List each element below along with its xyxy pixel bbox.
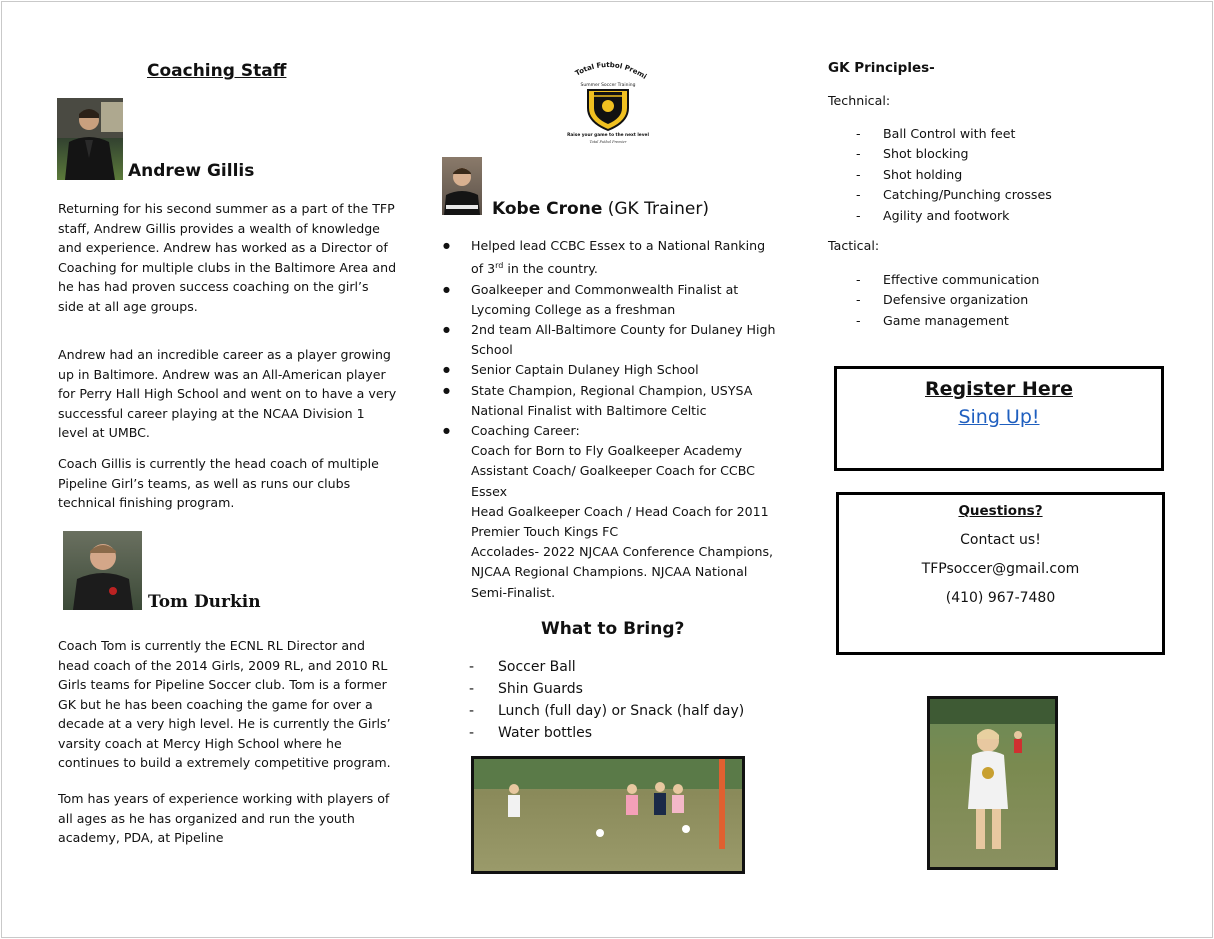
questions-title: Questions? <box>958 503 1043 519</box>
tom-bio-paragraph-2: Tom has years of experience working with players of all ages as he has organized and run the youth academy, PDA, at Pipeline <box>58 791 390 845</box>
logo-tagline: Raise your game to the next level <box>567 133 649 138</box>
list-item: - Shot blocking <box>828 144 1128 164</box>
list-item: ● Goalkeeper and Commonwealth Finalist at Lycoming College as a freshman <box>443 280 778 320</box>
person-silhouette-icon <box>442 157 482 215</box>
tfp-logo <box>560 58 656 144</box>
register-title: Register Here <box>925 378 1073 400</box>
andrew-bio-paragraph-2: Andrew had an incredible career as a player growing up in Baltimore. Andrew was an All-American player for Perry Hall High School and went on to have a very successful career playing at the NCAA Division 1 level at UMBC. <box>58 347 397 440</box>
player-girl-icon <box>930 699 1055 867</box>
career-line: Coach for Born to Fly Goalkeeper Academy <box>471 443 743 459</box>
players-scene-icon <box>474 759 742 871</box>
technical-list <box>828 124 1128 226</box>
logo-arc-text: Total Futbol Premi <box>574 60 649 81</box>
contact-email[interactable]: TFPsoccer@gmail.com <box>921 561 1080 577</box>
andrew-bio-paragraph-3: Coach Gillis is currently the head coach of multiple Pipeline Girl’s teams, as well as runs our clubs technical finishing program. <box>58 456 379 510</box>
tfp-shield-logo-icon <box>560 58 656 140</box>
person-silhouette-icon <box>57 98 123 180</box>
logo-sub-text: Summer Soccer Training <box>580 83 636 88</box>
list-item: - Water bottles <box>469 722 769 744</box>
what-to-bring-list <box>469 656 769 744</box>
list-item: ● Coaching Career: Coach for Born to Fly Goalkeeper Academy Assistant Coach/ Goalkeeper Coach for CCBC Essex Head Goalkeeper Coach / Head Coach for 2011 Premier Touch Kings FC Accolades- 2022 NJCAA Conference Champions, NJCAA Regional Champions. NJCAA National Semi-Finalist. <box>443 421 778 603</box>
tom-bio-paragraph-1: Coach Tom is currently the ECNL RL Director and head coach of the 2014 Girls, 2009 RL, and 2010 RL Girls teams for Pipeline Soccer club. Tom is a former GK but he has been coaching the game for over a decade at a very high level. He is currently the Girls’ varsity coach at Mercy High School where he continues to build a extremely competitive program. <box>58 638 391 770</box>
person-silhouette-icon <box>63 531 142 610</box>
logo-signature: Total Futbol Premier <box>589 140 627 144</box>
list-item: - Effective communication <box>828 270 1128 290</box>
list-item: - Shin Guards <box>469 678 769 700</box>
kobe-achievements-list <box>443 236 778 603</box>
list-item: - Soccer Ball <box>469 656 769 678</box>
tactical-label: Tactical: <box>828 238 880 253</box>
svg-text:Total Futbol Premier <box>560 58 648 81</box>
list-item: - Game management <box>828 311 1128 331</box>
register-box <box>834 366 1164 471</box>
technical-label: Technical: <box>828 93 891 108</box>
list-item: ● State Champion, Regional Champion, USYSA National Finalist with Baltimore Celtic <box>443 381 778 421</box>
gk-principles-heading: GK Principles- <box>828 60 935 76</box>
list-item: ● Helped lead CCBC Essex to a National Ranking of 3rd in the country. <box>443 236 778 280</box>
kobe-crone-role: (GK Trainer) <box>607 199 709 219</box>
career-line: Head Goalkeeper Coach / Head Coach for 2011 Premier Touch Kings FC <box>471 503 769 540</box>
coaching-staff-heading: Coaching Staff <box>147 61 287 81</box>
contact-phone[interactable]: (410) 967-7480 <box>945 590 1056 606</box>
list-item: - Lunch (full day) or Snack (half day) <box>469 700 769 722</box>
contact-us-text: Contact us! <box>960 532 1041 548</box>
list-item: - Defensive organization <box>828 290 1128 310</box>
tom-durkin-name: Tom Durkin <box>148 592 261 612</box>
list-item: - Agility and footwork <box>828 206 1128 226</box>
training-photo-group <box>471 756 745 874</box>
sign-up-link[interactable]: Sing Up! <box>958 406 1040 428</box>
tom-durkin-photo <box>63 531 142 610</box>
list-item: ● Senior Captain Dulaney High School <box>443 360 778 380</box>
tactical-list <box>828 270 1128 331</box>
questions-box <box>836 492 1165 655</box>
andrew-gillis-name: Andrew Gillis <box>128 161 255 181</box>
what-to-bring-heading: What to Bring? <box>541 619 685 639</box>
kobe-crone-photo <box>442 157 482 215</box>
andrew-bio-paragraph-1: Returning for his second summer as a part of the TFP staff, Andrew Gillis provides a wealth of knowledge and experience. Andrew has worked as a Director of Coaching for multiple clubs in the Baltimore Area and he has had proven success coaching on the girl’s side at all age groups. <box>58 201 397 314</box>
player-photo <box>927 696 1058 870</box>
career-line: Accolades- 2022 NJCAA Conference Champions, NJCAA Regional Champions. NJCAA National Semi-Finalist. <box>471 544 774 600</box>
andrew-gillis-photo <box>57 98 123 180</box>
kobe-crone-name: Kobe Crone <box>492 199 603 219</box>
list-item: - Shot holding <box>828 165 1128 185</box>
list-item: - Ball Control with feet <box>828 124 1128 144</box>
list-item: - Catching/Punching crosses <box>828 185 1128 205</box>
list-item: ● 2nd team All-Baltimore County for Dulaney High School <box>443 320 778 360</box>
career-line: Assistant Coach/ Goalkeeper Coach for CCBC Essex <box>471 463 755 499</box>
kobe-crone-heading <box>492 199 709 219</box>
